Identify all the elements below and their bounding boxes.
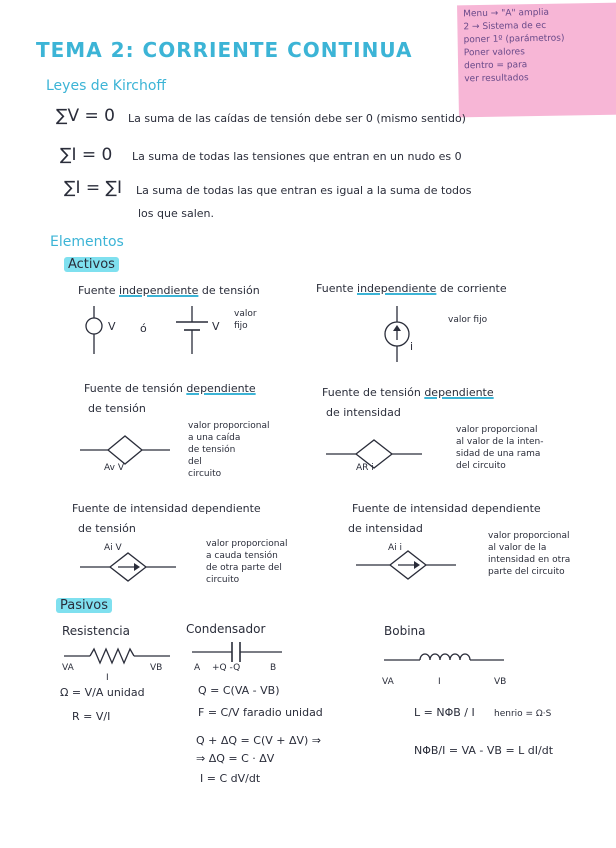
diamond-source-symbol-4	[326, 436, 422, 472]
law2-eq: ∑I = 0	[60, 145, 113, 165]
note-line: circuito	[188, 469, 222, 479]
note-line: a una caída	[188, 433, 241, 443]
source3-title-b: de tensión	[88, 402, 146, 415]
source1-title-u: independiente	[119, 284, 199, 297]
inductor-eq2: NΦB/I = VA - VB = L dI/dt	[414, 744, 554, 757]
diamond-current-source-symbol-5	[80, 550, 176, 584]
activos-label: Activos	[64, 257, 119, 272]
source6-title-b: de intensidad	[348, 522, 423, 535]
source1-note: valor fijo	[234, 309, 257, 331]
source1-title-a: Fuente	[78, 284, 120, 297]
source2-title-b: de corriente	[436, 282, 507, 295]
voltage-source-symbol	[80, 306, 230, 358]
source3-note	[188, 420, 270, 480]
resistor-eq2: R = V/I	[72, 710, 111, 723]
source1-v: V	[108, 320, 116, 333]
source5-title: Fuente de intensidad dependiente	[72, 502, 261, 515]
inductor-va: VA	[382, 677, 394, 687]
resistor-title: Resistencia	[62, 624, 130, 638]
note-line: de tensión	[188, 445, 236, 455]
diamond-source-symbol-3	[80, 432, 170, 468]
source3-title-u: dependiente	[186, 382, 256, 395]
capacitor-title: Condensador	[186, 622, 266, 636]
source4-title	[322, 386, 494, 399]
source2-title-u: independiente	[357, 282, 437, 295]
source5-note	[206, 538, 288, 586]
sticky-note	[457, 3, 616, 118]
source4-label: AR i	[356, 463, 374, 473]
note-line: intensidad en otra	[488, 555, 571, 565]
sticky-line: Poner valores	[463, 47, 525, 59]
source4-title-b: de intensidad	[326, 406, 401, 419]
diamond-current-source-symbol-6	[356, 548, 456, 582]
note-line: valor proporcional	[456, 425, 538, 435]
source5-label: Ai V	[104, 543, 122, 553]
note-line: a cauda tensión	[206, 551, 278, 561]
source6-note	[488, 530, 570, 578]
resistor-va: VA	[62, 663, 74, 673]
source3-label: Av V	[104, 463, 124, 473]
sticky-line: Menu → "A" amplia	[463, 7, 550, 20]
sticky-line: 2 → Sistema de ec	[463, 20, 547, 33]
resistor-eq1: Ω = V/A unidad	[60, 686, 145, 699]
capacitor-symbol	[192, 640, 282, 664]
source4-title-u: dependiente	[424, 386, 494, 399]
source2-note: valor fijo	[448, 315, 488, 325]
source6-title: Fuente de intensidad dependiente	[352, 502, 541, 515]
source2-title-a: Fuente	[316, 282, 358, 295]
source5-title-b: de tensión	[78, 522, 136, 535]
activos-heading	[64, 257, 119, 272]
note-line: al valor de la inten-	[456, 437, 544, 447]
source3-title-a: Fuente de tensión	[84, 382, 187, 395]
pasivos-heading	[56, 598, 112, 613]
source2-title	[316, 282, 507, 295]
capacitor-a: A	[194, 663, 201, 673]
source1-title-b: de tensión	[198, 284, 260, 297]
capacitor-b: B	[270, 663, 277, 673]
sticky-line: dentro = para	[464, 60, 528, 72]
note-line: valor proporcional	[188, 421, 270, 431]
law1-text: La suma de las caídas de tensión debe ser 0 (mismo sentido)	[128, 112, 466, 125]
inductor-title: Bobina	[384, 624, 426, 638]
note-line: valor proporcional	[488, 531, 570, 541]
note-line: sidad de una rama	[456, 449, 541, 459]
kirchoff-heading: Leyes de Kirchoff	[46, 78, 167, 94]
source1-title	[78, 284, 260, 297]
resistor-i: I	[106, 673, 109, 683]
law2-text: La suma de todas las tensiones que entran en un nudo es 0	[132, 150, 462, 163]
sticky-line: ver resultados	[464, 73, 529, 85]
note-line: circuito	[206, 575, 240, 585]
source1-v2: V	[212, 320, 220, 333]
source3-title	[84, 382, 256, 395]
capacitor-eq4: ⇒ ΔQ = C · ΔV	[196, 752, 275, 765]
elementos-heading: Elementos	[50, 234, 124, 250]
note-line: de otra parte del	[206, 563, 282, 573]
inductor-unit: henrio = Ω·S	[494, 709, 552, 719]
source2-i: i	[410, 340, 414, 353]
law3-text-2: los que salen.	[138, 207, 214, 220]
capacitor-eq2: F = C/V faradio unidad	[198, 706, 323, 719]
note-line: parte del circuito	[488, 567, 565, 577]
source6-label: Ai i	[388, 543, 403, 553]
current-source-symbol	[382, 306, 412, 362]
law1-eq: ∑V = 0	[56, 106, 115, 126]
note-line: del	[188, 457, 202, 467]
pasivos-label: Pasivos	[56, 598, 112, 613]
note-line: al valor de la	[488, 543, 547, 553]
inductor-eq1: L = NΦB / I	[414, 706, 475, 719]
law3-text: La suma de todas las que entran es igual a la suma de todos	[136, 184, 472, 197]
capacitor-q: +Q -Q	[212, 663, 241, 673]
capacitor-eq5: I = C dV/dt	[200, 772, 261, 785]
resistor-vb: VB	[150, 663, 163, 673]
law3-eq: ∑I = ∑I	[64, 178, 122, 198]
inductor-i: I	[438, 677, 441, 687]
source4-title-a: Fuente de tensión	[322, 386, 425, 399]
note-line: del circuito	[456, 461, 506, 471]
source4-note	[456, 424, 544, 472]
capacitor-eq1: Q = C(VA - VB)	[198, 684, 280, 697]
page-title: TEMA 2: CORRIENTE CONTINUA	[36, 38, 413, 62]
capacitor-eq3: Q + ΔQ = C(V + ΔV) ⇒	[196, 734, 322, 747]
sticky-line: poner 1º (parámetros)	[463, 33, 565, 46]
note-line: valor proporcional	[206, 539, 288, 549]
inductor-vb: VB	[494, 677, 507, 687]
source1-o: ó	[140, 322, 147, 335]
inductor-symbol	[384, 646, 504, 666]
